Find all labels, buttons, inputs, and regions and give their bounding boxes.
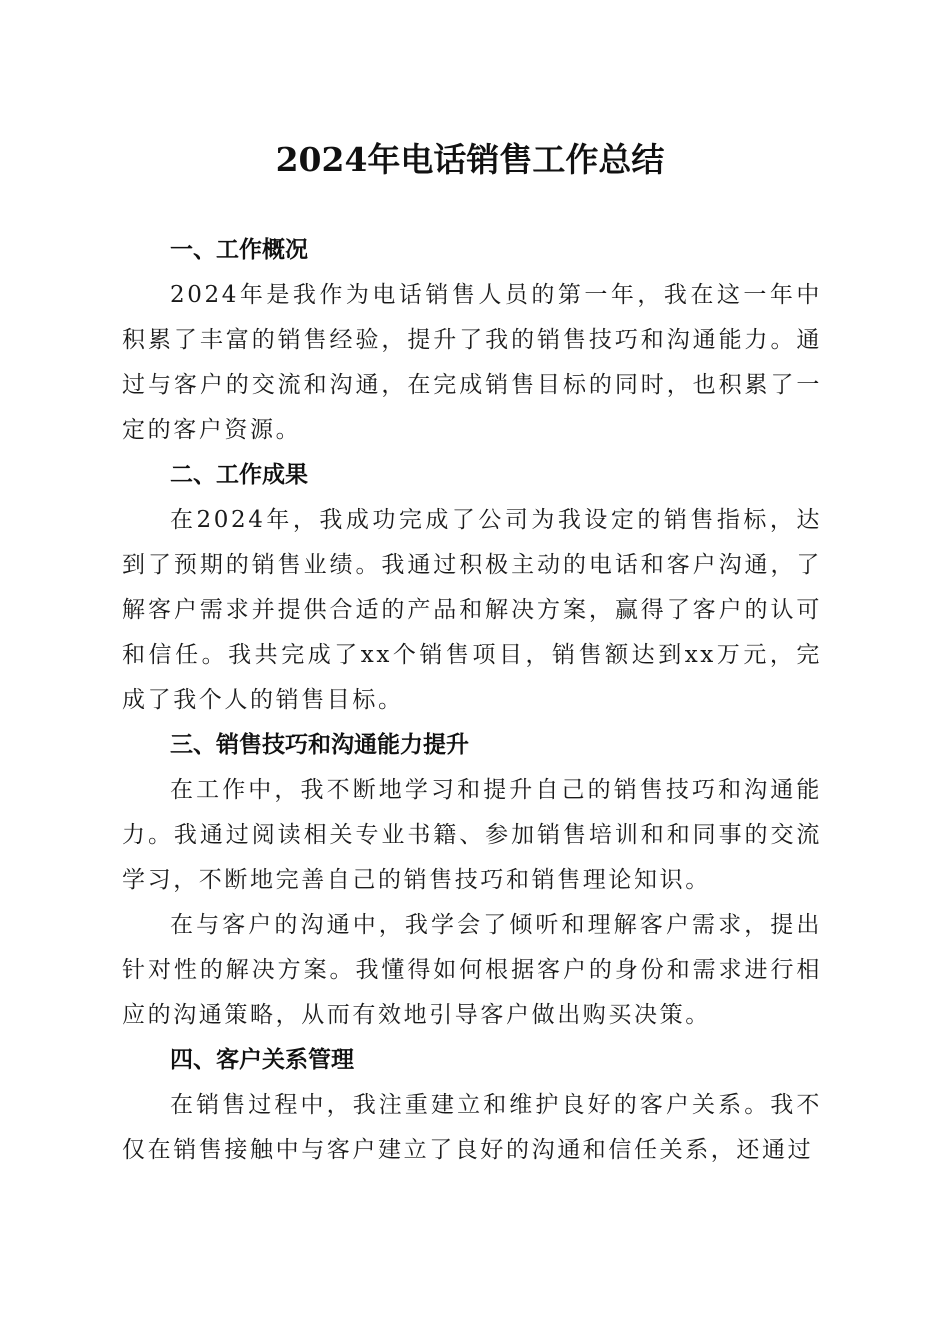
document-body: [122, 228, 822, 1173]
section-heading-skills: 三、销售技巧和沟通能力提升: [170, 732, 469, 758]
section-heading-results: 二、工作成果: [170, 462, 308, 488]
paragraph-overview: 2024年是我作为电话销售人员的第一年，我在这一年中积累了丰富的销售经验，提升了我的销售技巧和沟通能力。通过与客户的交流和沟通，在完成销售目标的同时，也积累了一定的客户资源。: [122, 282, 822, 443]
paragraph-skills-learning: 在工作中，我不断地学习和提升自己的销售技巧和沟通能力。我通过阅读相关专业书籍、参加销售培训和和同事的交流学习，不断地完善自己的销售技巧和销售理论知识。: [122, 777, 822, 893]
paragraph-customer-relations: 在销售过程中，我注重建立和维护良好的客户关系。我不仅在销售接触中与客户建立了良好的沟通和信任关系，还通过: [122, 1092, 822, 1163]
paragraph-skills-communication: 在与客户的沟通中，我学会了倾听和理解客户需求，提出针对性的解决方案。我懂得如何根据客户的身份和需求进行相应的沟通策略，从而有效地引导客户做出购买决策。: [122, 912, 822, 1028]
section-heading-overview: 一、工作概况: [170, 237, 308, 263]
document-title: 2024年电话销售工作总结: [275, 140, 665, 179]
section-heading-customer-relations: 四、客户关系管理: [170, 1047, 354, 1073]
paragraph-results: 在2024年，我成功完成了公司为我设定的销售指标，达到了预期的销售业绩。我通过积极主动的电话和客户沟通，了解客户需求并提供合适的产品和解决方案，赢得了客户的认可和信任。我共完成了xx个销售项目，销售额达到xx万元，完成了我个人的销售目标。: [122, 507, 822, 713]
